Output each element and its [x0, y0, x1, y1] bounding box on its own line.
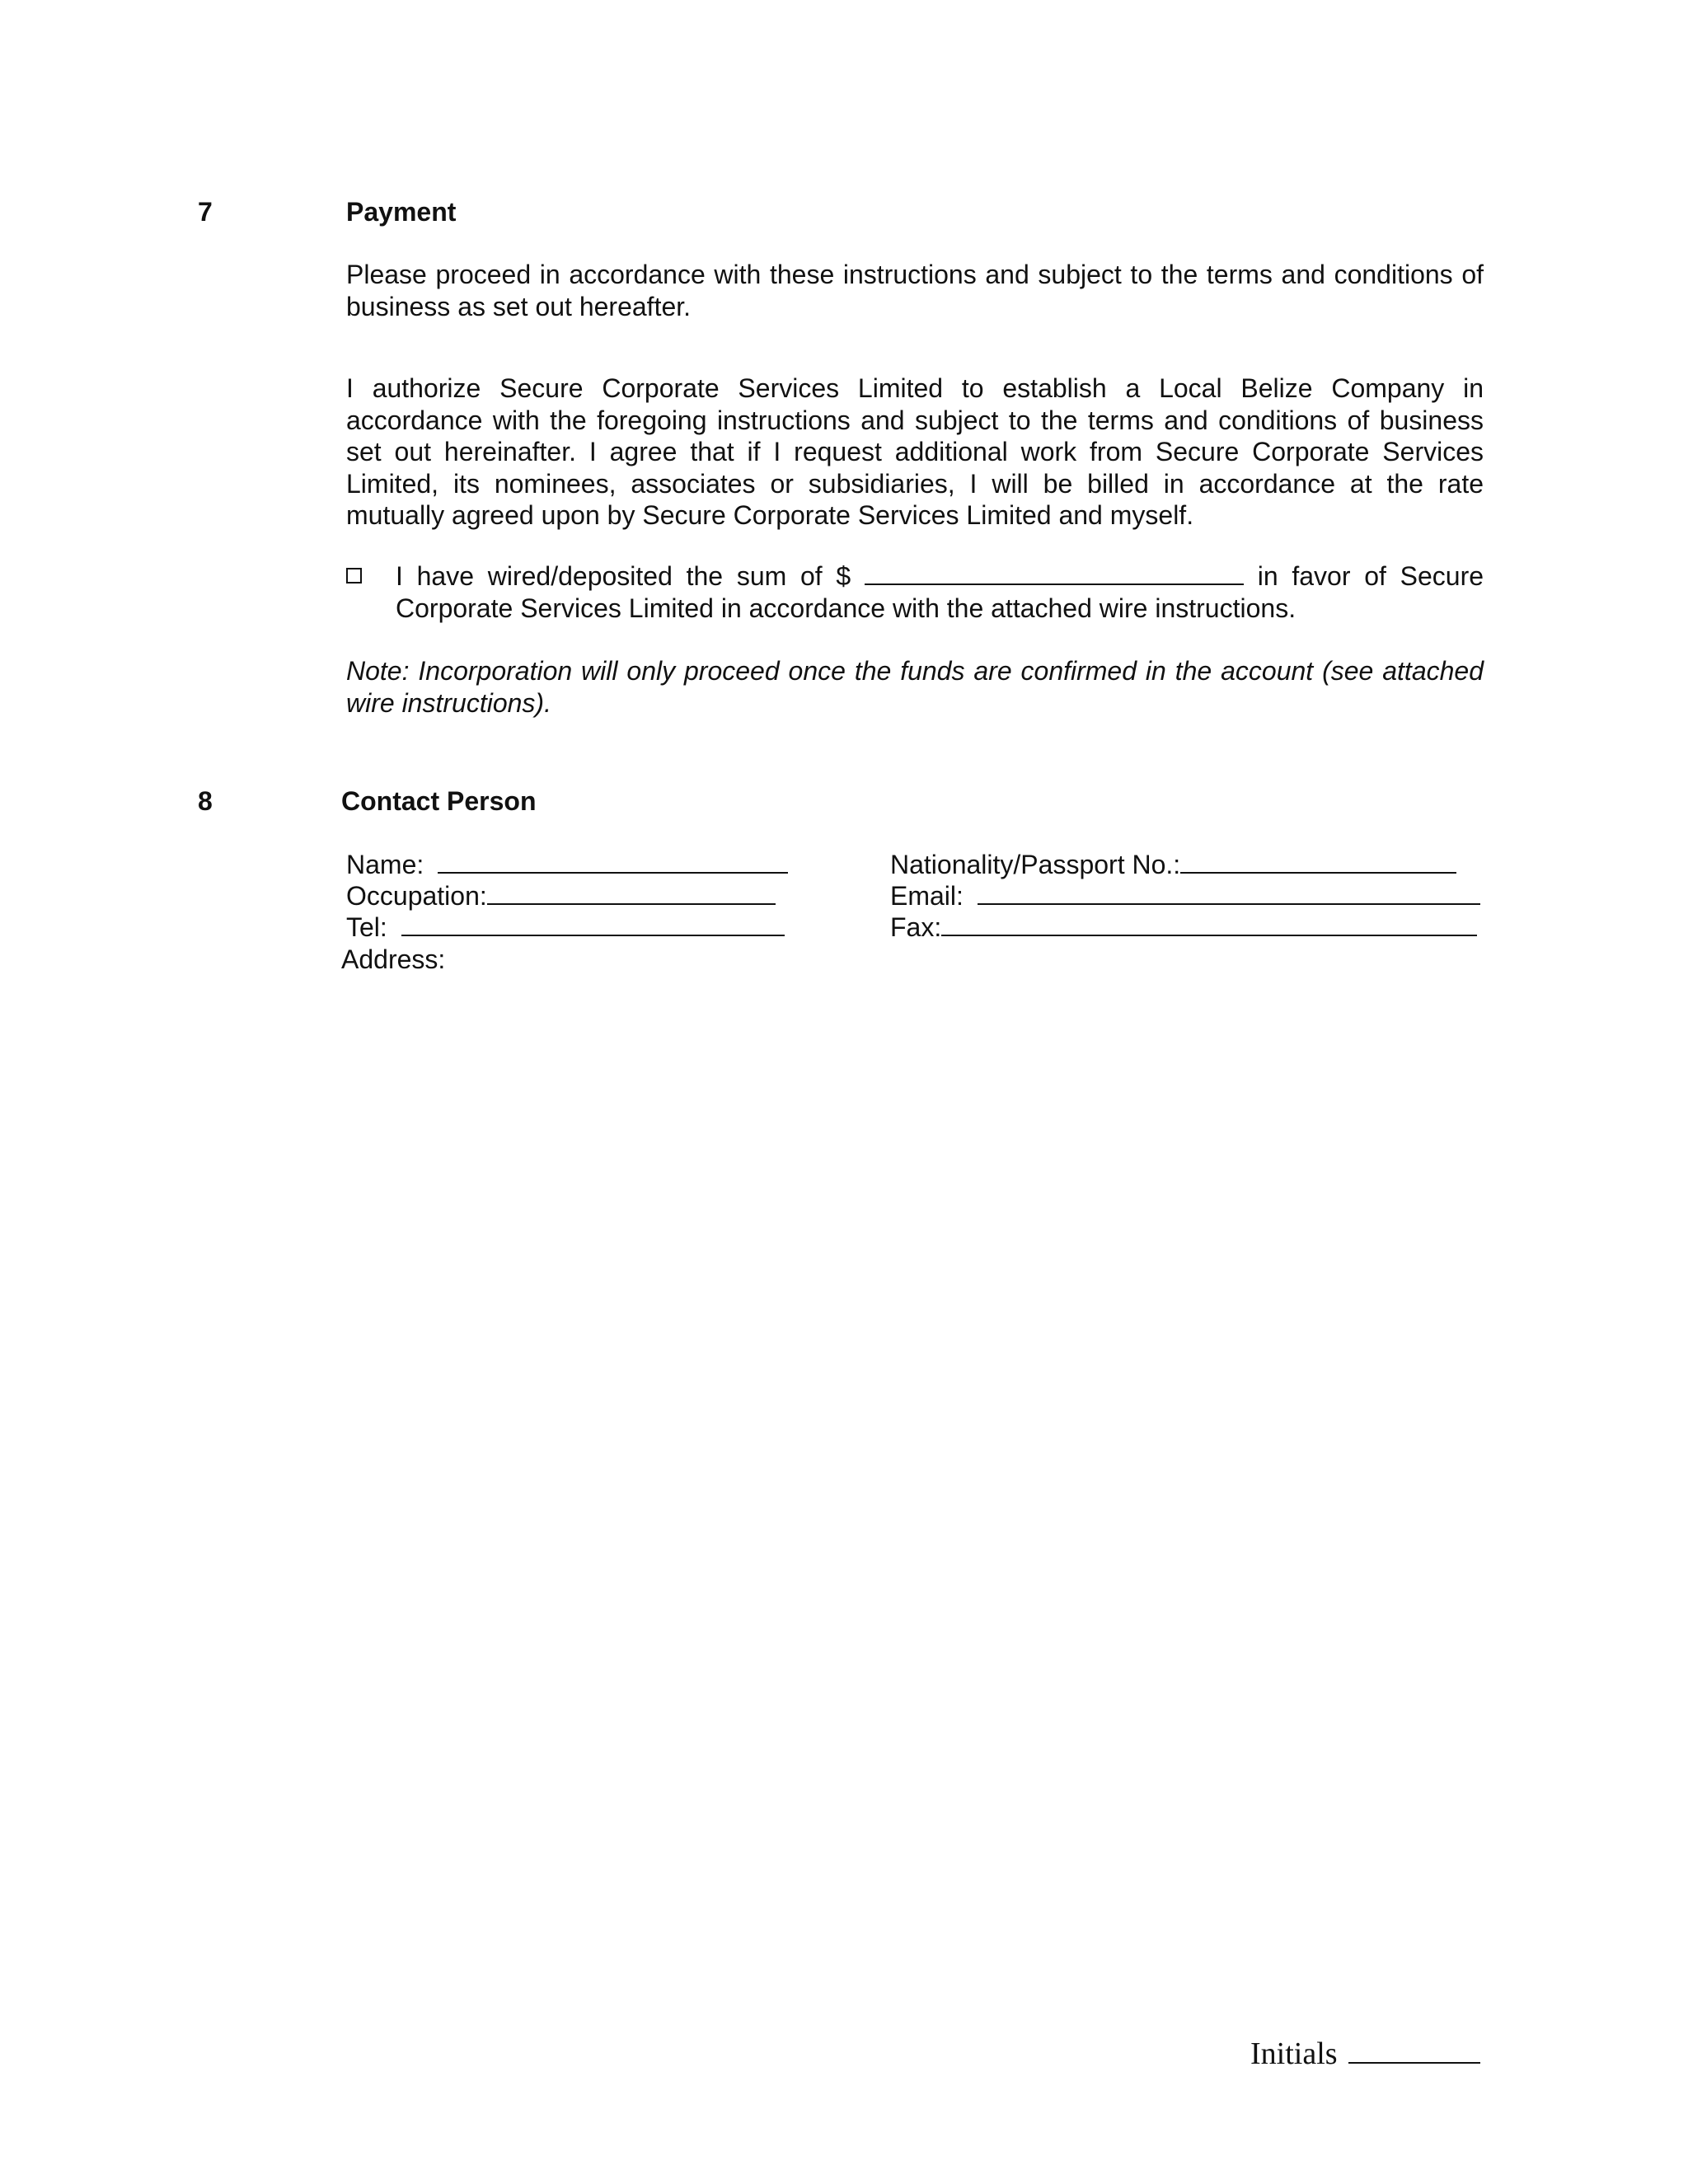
contact-address-label: Address: — [341, 944, 446, 974]
section-8-number: 8 — [198, 786, 213, 816]
payment-sum-label: I have wired/deposited the sum of $ — [396, 561, 851, 591]
contact-fax-blank[interactable] — [941, 912, 1477, 936]
contact-fax-field — [890, 912, 1477, 944]
contact-name-blank[interactable] — [438, 849, 788, 874]
section-7-title: Payment — [346, 197, 457, 227]
payment-confirmation-line-2: Corporate Services Limited in accordance with the attached wire instructions. — [396, 593, 1296, 623]
initials-label: Initials — [1250, 2036, 1338, 2071]
section-7-authorization-paragraph: I authorize Secure Corporate Services Limited to establish a Local Belize Company in accordance with the foregoing instructions and subject to the terms and conditions of business set out hereinafter. I agree that if I request additional work from Secure Corporate Services Limited, its nominees, associates or subsidiaries, I will be billed in accordance at the rate mutually agreed upon by Secure Corporate Services Limited and myself. — [346, 373, 1484, 530]
contact-email-label: Email: — [890, 881, 964, 911]
section-7-intro-paragraph: Please proceed in accordance with these instructions and subject to the terms and conditions of business as set out hereafter. — [346, 260, 1484, 321]
contact-nationality-blank[interactable] — [1180, 849, 1456, 874]
contact-fax-label: Fax: — [890, 912, 942, 942]
payment-confirmation — [346, 560, 1484, 624]
contact-occupation-field — [346, 880, 776, 912]
initials-blank[interactable] — [1348, 2034, 1480, 2064]
contact-nationality-label: Nationality/Passport No.: — [890, 850, 1181, 879]
payment-favor-label: in favor of Secure — [1257, 561, 1484, 591]
payment-checkbox[interactable] — [346, 568, 362, 583]
payment-sum-blank[interactable] — [865, 560, 1244, 585]
contact-tel-field — [346, 912, 785, 944]
incorporation-note: Note: Incorporation will only proceed once the funds are confirmed in the account (see attached wire instructions). — [346, 656, 1484, 718]
contact-name-field — [346, 849, 788, 881]
initials-field — [1250, 2034, 1480, 2072]
contact-address-field — [341, 944, 445, 976]
contact-email-field — [890, 880, 1480, 912]
section-8-title: Contact Person — [341, 786, 537, 816]
section-7-number: 7 — [198, 197, 213, 227]
contact-tel-blank[interactable] — [401, 912, 785, 936]
contact-name-label: Name: — [346, 850, 424, 879]
contact-email-blank[interactable] — [978, 880, 1480, 905]
contact-occupation-blank[interactable] — [487, 880, 776, 905]
contact-nationality-field — [890, 849, 1456, 881]
contact-tel-label: Tel: — [346, 912, 387, 942]
payment-confirmation-line-1 — [396, 560, 1484, 593]
contact-occupation-label: Occupation: — [346, 881, 487, 911]
